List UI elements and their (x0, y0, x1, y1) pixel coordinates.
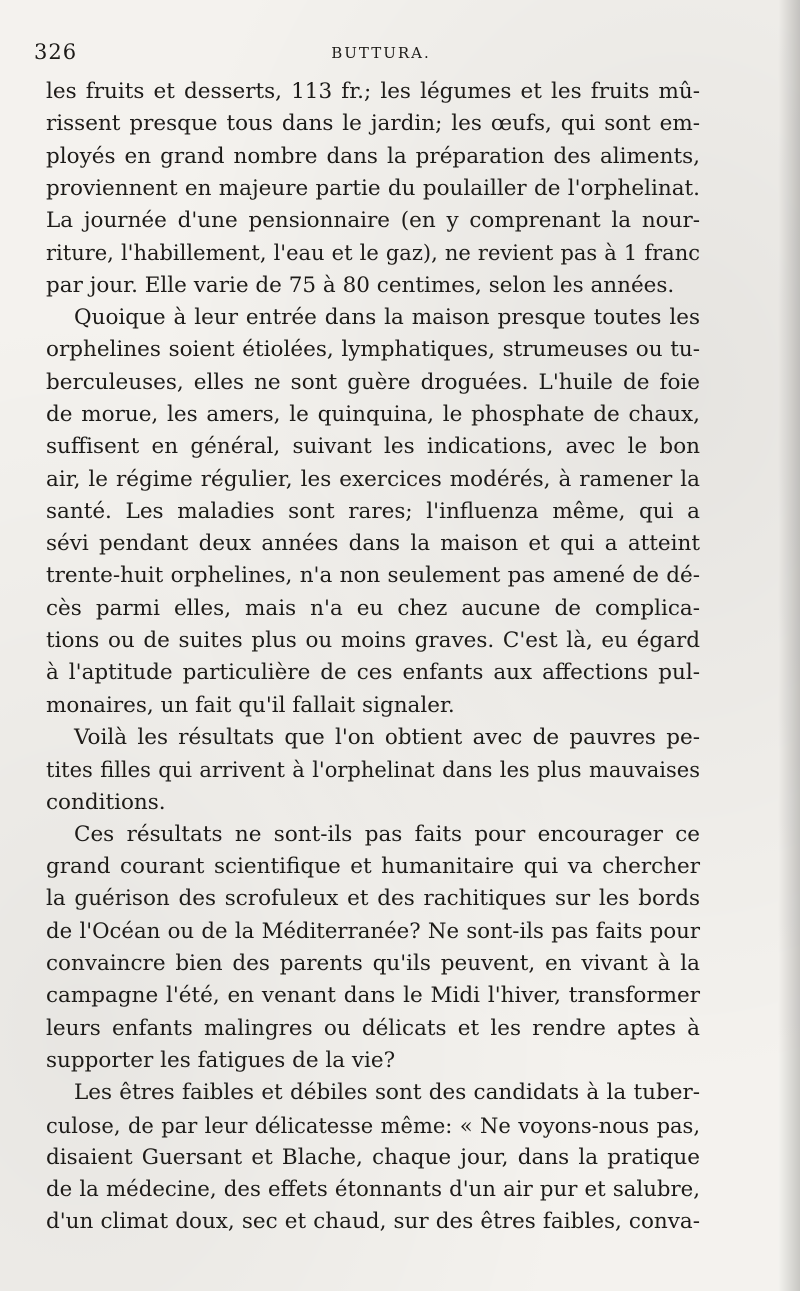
text-line: d'un climat doux, sec et chaud, sur des êtres faibles, conva- (46, 1209, 700, 1235)
text-line: la guérison des scrofuleux et des rachitiques sur les bords (46, 886, 700, 912)
text-line: tites filles qui arrivent à l'orphelinat dans les plus mauvaises (46, 758, 700, 783)
text-line: monaires, un fait qu'il fallait signaler. (46, 692, 455, 718)
text-line: sévi pendant deux années dans la maison et qui a atteint (46, 531, 700, 557)
text-line: de la médecine, des effets étonnants d'un air pur et salubre, (46, 1177, 700, 1203)
text-line: rissent presque tous dans le jardin; les œufs, qui sont em- (46, 111, 700, 137)
text-line: Voilà les résultats que l'on obtient avec de pauvres pe- (74, 724, 700, 750)
text-line: grand courant scientifique et humanitaire qui va chercher (46, 854, 700, 880)
text-line: riture, l'habillement, l'eau et le gaz), ne revient pas à 1 franc (46, 241, 700, 266)
text-line: à l'aptitude particulière de ces enfants aux affections pul- (46, 660, 700, 686)
text-line: berculeuses, elles ne sont guère droguées. L'huile de foie (46, 369, 700, 395)
text-line: proviennent en majeure partie du poulailler de l'orphelinat. (46, 175, 700, 201)
page-number: 326 (34, 40, 78, 64)
text-line: orphelines soient étiolées, lymphatiques, strumeuses ou tu- (46, 337, 700, 363)
text-line: ployés en grand nombre dans la préparation des aliments, (46, 143, 700, 169)
text-line: conditions. (46, 789, 166, 815)
text-line: Ces résultats ne sont-ils pas faits pour encourager ce (74, 821, 700, 847)
text-line: de l'Océan ou de la Méditerranée? Ne sont-ils pas faits pour (46, 918, 700, 944)
text-line: cès parmi elles, mais n'a eu chez aucune de complica- (46, 595, 700, 621)
text-line: trente-huit orphelines, n'a non seulement pas amené de dé- (46, 563, 700, 589)
text-line: disaient Guersant et Blache, chaque jour, dans la pratique (46, 1144, 700, 1170)
text-line: tions ou de suites plus ou moins graves. C'est là, eu égard (46, 628, 700, 654)
text-line: santé. Les maladies sont rares; l'influenza même, qui a (46, 498, 700, 524)
text-line: air, le régime régulier, les exercices modérés, à ramener la (46, 466, 700, 492)
page-edge-shadow (778, 0, 800, 1291)
text-line: Les êtres faibles et débiles sont des candidats à la tuber- (74, 1080, 700, 1106)
text-line: les fruits et desserts, 113 fr.; les légumes et les fruits mû- (46, 79, 700, 104)
text-line: de morue, les amers, le quinquina, le phosphate de chaux, (46, 401, 700, 427)
text-line: leurs enfants malingres ou délicats et les rendre aptes à (46, 1015, 700, 1041)
text-line: supporter les fatigues de la vie? (46, 1047, 396, 1073)
text-line: Quoique à leur entrée dans la maison presque toutes les (74, 305, 700, 331)
text-line: culose, de par leur délicatesse même: « Ne voyons-nous pas, (46, 1113, 700, 1138)
text-line: par jour. Elle varie de 75 à 80 centimes, selon les années. (46, 272, 675, 298)
text-line: suffisent en général, suivant les indications, avec le bon (46, 434, 700, 460)
page-header (34, 40, 728, 70)
text-line: campagne l'été, en venant dans le Midi l'hiver, transformer (46, 983, 700, 1009)
text-line: La journée d'une pensionnaire (en y comprenant la nour- (46, 208, 700, 234)
body-text (46, 76, 700, 1239)
text-line: convaincre bien des parents qu'ils peuvent, en vivant à la (46, 951, 700, 977)
running-head: BUTTURA. (331, 44, 431, 62)
